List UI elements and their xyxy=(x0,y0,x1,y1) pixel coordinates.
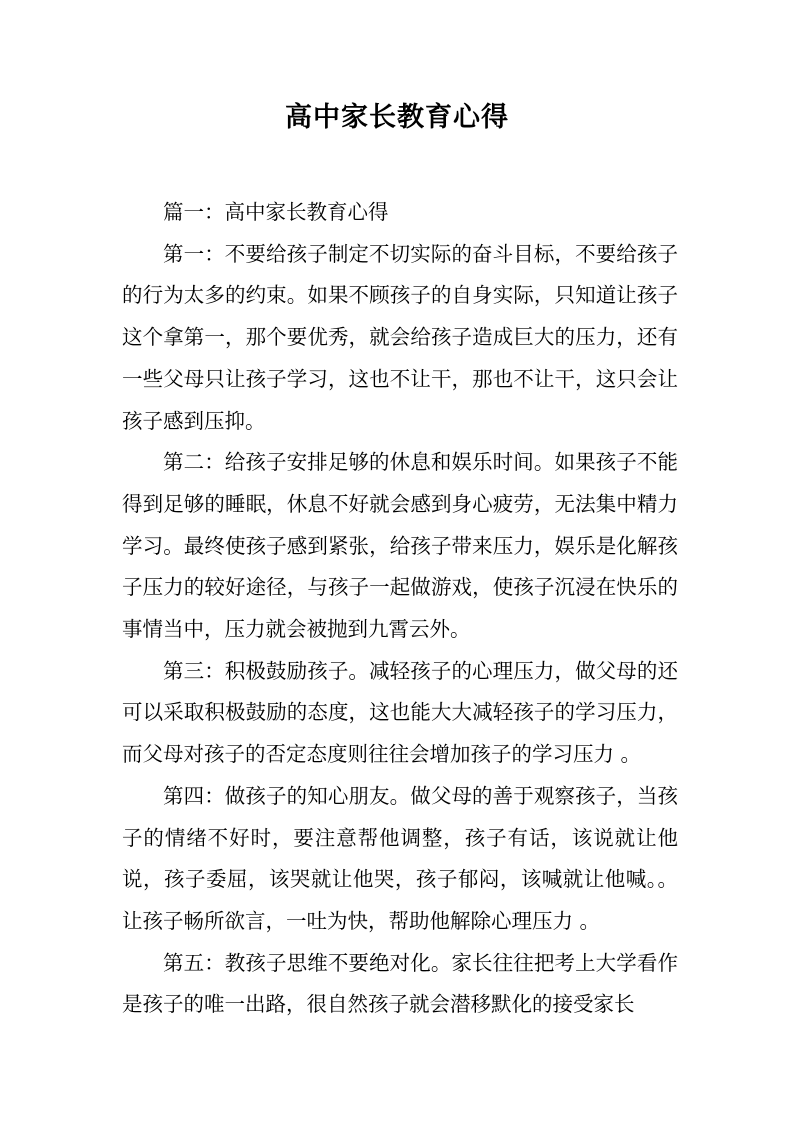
paragraph-5: 第五：教孩子思维不要绝对化。家长往往把考上大学看作是孩子的唯一出路，很自然孩子就会潜移默化的接受家长 xyxy=(122,950,678,1017)
paragraph-2: 第二：给孩子安排足够的休息和娱乐时间。如果孩子不能得到足够的睡眠，休息不好就会感到身心疲劳，无法集中精力学习。最终使孩子感到紧张，给孩子带来压力，娱乐是化解孩子压力的较好途径，与孩子一起做游戏，使孩子沉浸在快乐的事情当中，压力就会被抛到九霄云外。 xyxy=(122,450,678,642)
paragraph-3: 第三：积极鼓励孩子。减轻孩子的心理压力，做父母的还可以采取积极鼓励的态度，这也能大大减轻孩子的学习压力，而父母对孩子的否定态度则往往会增加孩子的学习压力 。 xyxy=(122,658,678,767)
document-body xyxy=(122,192,678,1026)
section-heading: 篇一：高中家长教育心得 xyxy=(163,200,389,224)
paragraph-1: 第一：不要给孩子制定不切实际的奋斗目标，不要给孩子的行为太多的约束。如果不顾孩子的自身实际，只知道让孩子这个拿第一，那个要优秀，就会给孩子造成巨大的压力，还有一些父母只让孩子学习，这也不让干，那也不让干，这只会让孩子感到压抑。 xyxy=(122,241,678,433)
paragraph-4: 第四：做孩子的知心朋友。做父母的善于观察孩子，当孩子的情绪不好时，要注意帮他调整，孩子有话，该说就让他说，孩子委屈，该哭就让他哭，孩子郁闷，该喊就让他喊。。让孩子畅所欲言，一吐为快，帮助他解除心理压力 。 xyxy=(122,783,678,933)
page-title: 高中家长教育心得 xyxy=(285,102,509,133)
